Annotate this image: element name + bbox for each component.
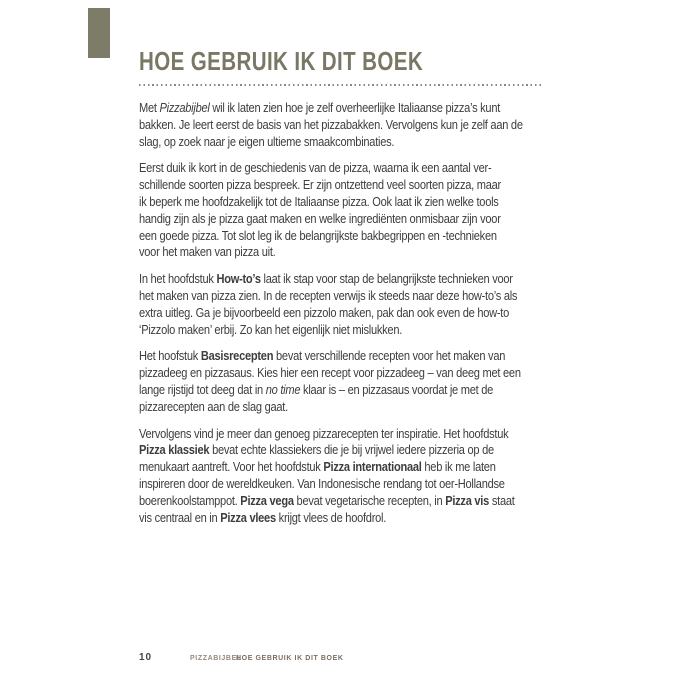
paragraph <box>139 160 523 261</box>
text-line: slag, op zoek naar je eigen ultieme smaakcombinaties. <box>139 134 395 149</box>
dotted-divider <box>139 84 541 86</box>
chapter-corner-tab <box>88 8 110 58</box>
text-line: In het hoofdstuk How-to’s laat ik stap voor stap de belangrijkste technieken voor <box>139 272 513 287</box>
text-line: Pizza klassiek bevat echte klassiekers die je bij vrijwel iedere pizzeria op de <box>139 443 494 458</box>
page-title: HOE GEBRUIK IK DIT BOEK <box>139 46 424 76</box>
text-line: het maken van pizza zien. In de recepten verwijs ik steeds naar deze how-to’s als <box>139 288 518 303</box>
text-line: menukaart aantreft. Voor het hoofdstuk Pizza internationaal heb ik me laten <box>139 460 496 475</box>
text-line: Eerst duik ik kort in de geschiedenis van de pizza, waarna ik een aantal ver- <box>139 161 492 176</box>
text-line: bakken. Je leert eerst de basis van het pizzabakken. Vervolgens kun je zelf aan de <box>139 117 523 132</box>
text-line: inspireren door de wereldkeuken. Van Indonesische rendang tot oer-Hollandse <box>139 476 505 491</box>
text-line: voor het maken van pizza uit. <box>139 245 276 260</box>
text-line: een goede pizza. Tot slot leg ik de belangrijkste bakbegrippen en -technieken <box>139 228 497 243</box>
text-line: schillende soorten pizza bespreek. Er zijn ontzettend veel soorten pizza, maar <box>139 178 501 193</box>
footer-chapter-title: HOE GEBRUIK IK DIT BOEK <box>236 655 344 662</box>
text-line: pizzarecepten aan de slag gaat. <box>139 399 288 414</box>
paragraph <box>139 426 523 527</box>
body-text <box>139 100 523 536</box>
text-line: lange rijstijd tot deeg dat in no time klaar is – en pizzasaus voordat je met de <box>139 382 494 397</box>
text-line: Vervolgens vind je meer dan genoeg pizzarecepten ter inspiratie. Het hoofdstuk <box>139 426 509 441</box>
text-line: Het hoofstuk Basisrecepten bevat verschillende recepten voor het maken van <box>139 349 506 364</box>
text-line: vis centraal en in Pizza vlees krijgt vlees de hoofdrol. <box>139 510 387 525</box>
text-line: pizzadeeg en pizzasaus. Kies hier een recept voor pizzadeeg – van deeg met een <box>139 366 521 381</box>
text-line: ik beperk me hoofdzakelijk tot de Italiaanse pizza. Ook laat ik zien welke tools <box>139 194 499 209</box>
text-line: boerenkoolstamppot. Pizza vega bevat vegetarische recepten, in Pizza vis staat <box>139 493 515 508</box>
text-line: Met Pizzabijbel wil ik laten zien hoe je zelf overheerlijke Italiaanse pizza’s kunt <box>139 101 501 115</box>
text-line: handig zijn als je pizza gaat maken en welke ingrediënten onmisbaar zijn voor <box>139 211 501 226</box>
paragraph <box>139 271 523 338</box>
text-line: extra uitleg. Ga je bijvoorbeeld een pizzolo maken, pak dan ook even de how-to <box>139 305 510 320</box>
paragraph <box>139 348 523 415</box>
paragraph <box>139 100 523 150</box>
text-line: ‘Pizzolo maken’ erbij. Zo kan het eigenlijk niet mislukken. <box>139 322 403 337</box>
page-number: 10 <box>139 652 153 663</box>
footer-book-title: PIZZABIJBEL <box>190 655 242 662</box>
